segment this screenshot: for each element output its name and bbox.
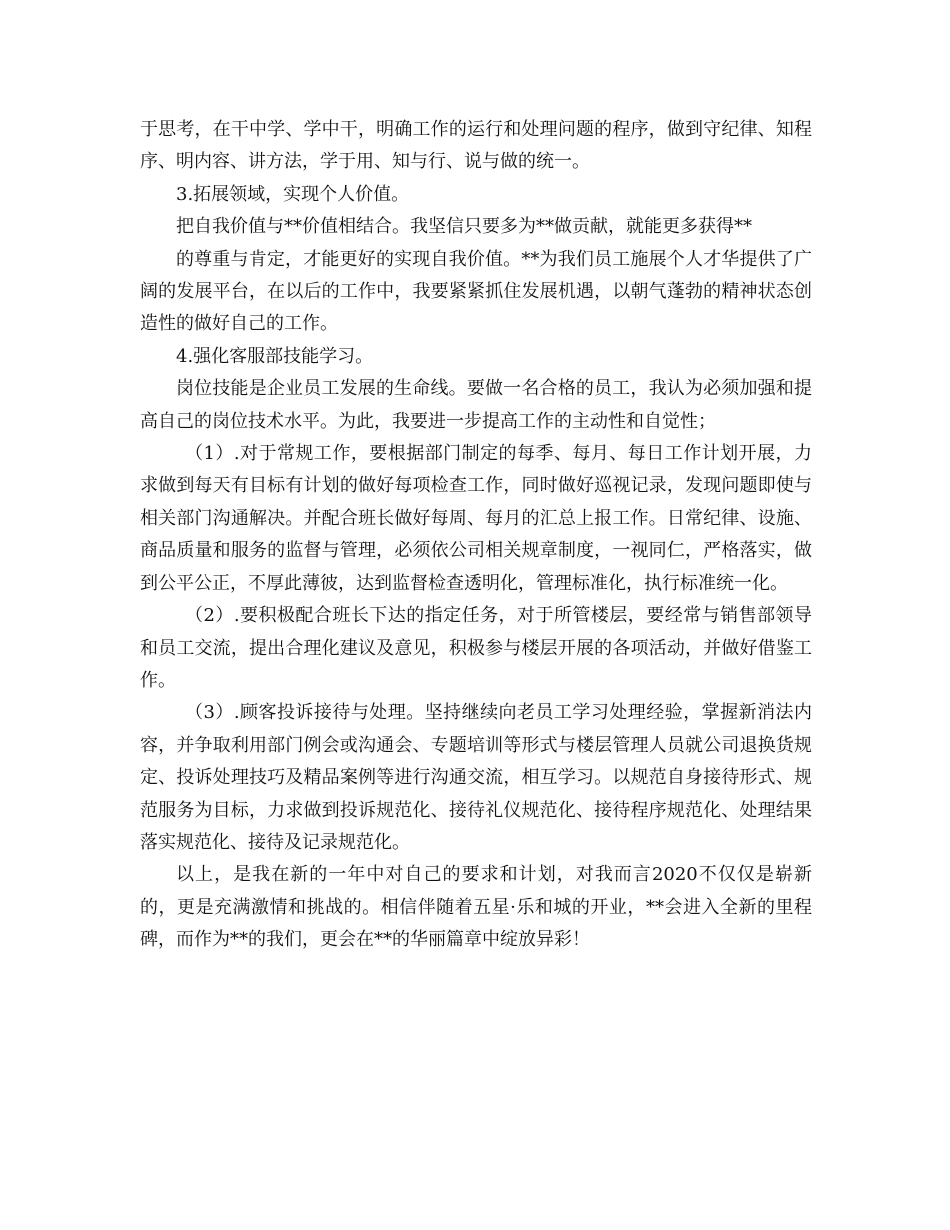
list-item-3: （3）.顾客投诉接待与处理。坚持继续向老员工学习处理经验，掌握新消法内容，并争取利用部门例会或沟通会、专题培训等形式与楼层管理人员就公司退换货规定、投诉处理技巧及精品案例等进行沟通交流，相互学习。以规范自身接待形式、规范服务为目标，力求做到投诉规范化、接待礼仪规范化、接待程序规范化、处理结果落实规范化、接待及记录规范化。 (140, 702, 812, 853)
paragraph-continuation: 于思考，在干中学、学中干，明确工作的运行和处理问题的程序，做到守纪律、知程序、明内容、讲方法，学于用、知与行、说与做的统一。 (140, 119, 812, 173)
paragraph-conclusion: 以上，是我在新的一年中对自己的要求和计划，对我而言2020不仅仅是崭新的，更是充满激情和挑战的。相信伴随着五星·乐和城的开业，**会进入全新的里程碑，而作为**的我们，更会在**的华丽篇章中绽放异彩！ (140, 864, 812, 951)
section-heading-4: 4.强化客服部技能学习。 (176, 345, 374, 367)
paragraph-respect: 的尊重与肯定，才能更好的实现自我价值。**为我们员工施展个人才华提供了广阔的发展平台，在以后的工作中，我要紧紧抓住发展机遇，以朝气蓬勃的精神状态创造性的做好自己的工作。 (140, 248, 812, 335)
section-heading-3: 3.拓展领域，实现个人价值。 (176, 183, 410, 205)
list-item-2: （2）.要积极配合班长下达的指定任务，对于所管楼层，要经常与销售部领导和员工交流，提出合理化建议及意见，积极参与楼层开展的各项活动，并做好借鉴工作。 (140, 605, 812, 691)
paragraph-self-value: 把自我价值与**价值相结合。我坚信只要多为**做贡献，就能更多获得** (176, 216, 752, 238)
document-body (140, 114, 812, 957)
list-item-1: （1）.对于常规工作，要根据部门制定的每季、每月、每日工作计划开展，力求做到每天有目标有计划的做好每项检查工作，同时做好巡视记录，发现问题即使与相关部门沟通解决。并配合班长做好每周、每月的汇总上报工作。日常纪律、设施、商品质量和服务的监督与管理，必须依公司相关规章制度，一视同仁，严格落实，做到公平公正，不厚此薄彼，达到监督检查透明化，管理标准化，执行标准统一化。 (140, 443, 812, 594)
paragraph-skills: 岗位技能是企业员工发展的生命线。要做一名合格的员工，我认为必须加强和提高自己的岗位技术水平。为此，我要进一步提高工作的主动性和自觉性； (140, 378, 812, 432)
